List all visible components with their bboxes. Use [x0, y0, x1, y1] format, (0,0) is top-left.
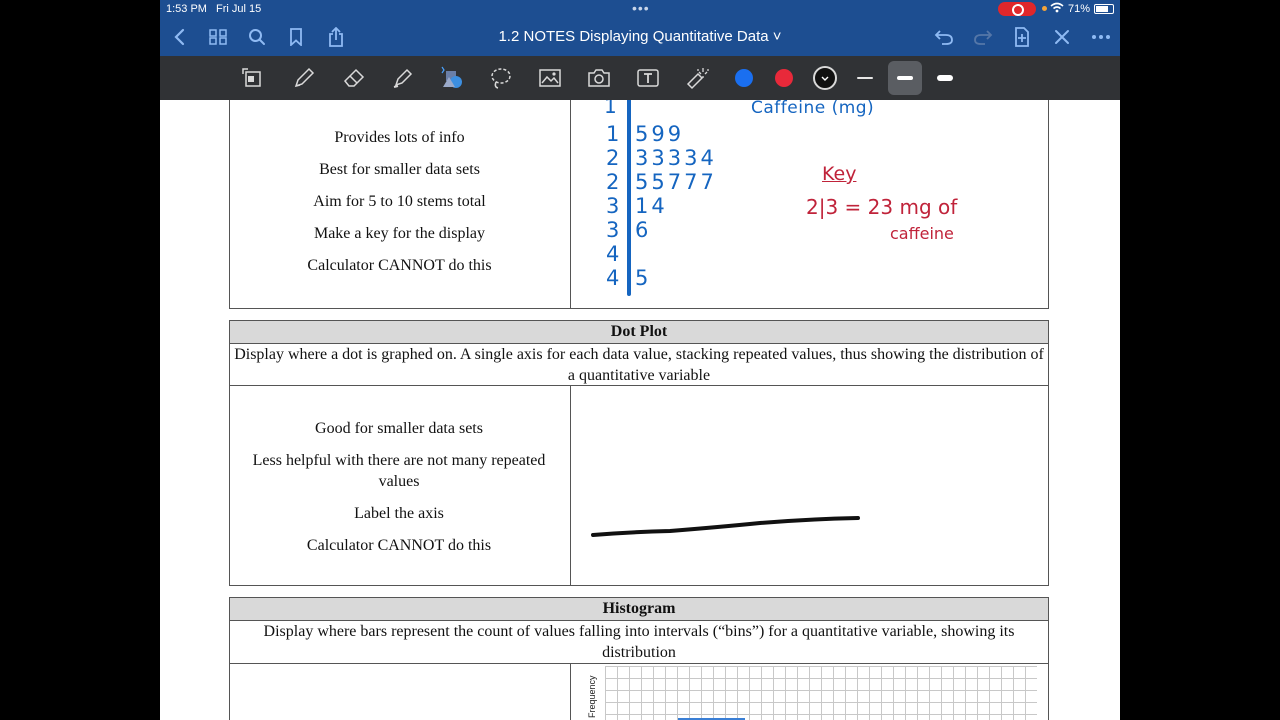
note-item: Label the axis [354, 505, 444, 522]
stem: 2 [606, 170, 620, 194]
leaves-column [635, 122, 717, 290]
stem: 4 [606, 242, 620, 266]
dot-plot-definition: Display where a dot is graphed on. A single axis for each data value, stacking repeated values, thus showing the distribution of a quantitative variable [234, 346, 1044, 384]
key-label: Key [822, 163, 857, 185]
note-item: Make a key for the display [313, 225, 486, 242]
leaf: 33334 [635, 146, 717, 170]
note-item: Less helpful with there are not many repeated values [252, 452, 546, 490]
status-date: Fri Jul 15 [216, 3, 262, 15]
row-divider [229, 385, 1049, 386]
key-text: 2|3 = 23 mg of [806, 195, 958, 219]
undo-icon[interactable] [931, 24, 957, 50]
stem: 4 [606, 266, 620, 290]
stem-leaf-notes [232, 127, 567, 287]
leaf: 5 [635, 266, 652, 290]
stem: 3 [606, 194, 620, 218]
battery-percent: 71% [1068, 3, 1091, 15]
note-item: Calculator CANNOT do this [307, 257, 492, 274]
table-divider [570, 100, 571, 309]
leaf: 599 [635, 122, 685, 146]
stem-line [627, 100, 631, 296]
text-icon[interactable] [633, 64, 663, 92]
color-swatch-black-selected[interactable] [813, 66, 837, 90]
leaf: 14 [635, 194, 668, 218]
drawing-toolbar [160, 56, 1120, 100]
stem: 1 [606, 122, 620, 146]
eraser-icon[interactable] [339, 64, 369, 92]
dot-plot-notes [234, 418, 564, 567]
camera-icon[interactable] [584, 64, 614, 92]
key-text-line2: caffeine [890, 224, 954, 243]
stroke-thin-option[interactable] [857, 77, 873, 79]
pen-icon[interactable] [289, 64, 319, 92]
leaf [635, 242, 717, 266]
note-item: Provides lots of info [334, 129, 465, 146]
screen-recording-icon [998, 2, 1036, 16]
laser-pointer-icon[interactable] [682, 64, 712, 92]
stroke-thick-option[interactable] [937, 75, 953, 81]
document-page[interactable] [160, 100, 1120, 720]
status-bar [160, 0, 1120, 18]
stroke-medium-line [897, 76, 913, 80]
leaf: 6 [635, 218, 652, 242]
battery-icon [1094, 4, 1114, 14]
stem: 3 [606, 218, 620, 242]
shapes-icon[interactable] [436, 64, 466, 92]
status-time: 1:53 PM [166, 3, 207, 15]
redo-icon[interactable] [970, 24, 996, 50]
dot-plot-header: Dot Plot [229, 320, 1049, 344]
table-divider [570, 663, 571, 720]
wifi-icon [1050, 2, 1064, 16]
nav-bar [160, 18, 1120, 56]
note-item: Good for smaller data sets [315, 420, 483, 437]
table-divider [570, 385, 571, 586]
stem-leaf-plot [600, 100, 1020, 309]
multitasking-dots-icon[interactable]: ••• [632, 0, 650, 16]
highlighter-icon[interactable] [388, 64, 418, 92]
note-item: Best for smaller data sets [319, 161, 480, 178]
row-divider [229, 663, 1049, 664]
stem: 2 [606, 146, 620, 170]
close-icon[interactable] [1049, 24, 1075, 50]
mic-indicator-icon [1042, 6, 1047, 11]
leaf: 55777 [635, 170, 717, 194]
lasso-icon[interactable] [486, 64, 516, 92]
histogram-header: Histogram [229, 597, 1049, 621]
note-item: Calculator CANNOT do this [306, 537, 492, 554]
stems-column [606, 122, 619, 290]
more-icon[interactable] [1088, 24, 1114, 50]
document-title[interactable]: 1.2 NOTES Displaying Quantitative Data ˅ [498, 28, 782, 45]
add-page-icon[interactable] [1009, 24, 1035, 50]
color-swatch-blue[interactable] [735, 69, 753, 87]
partial-stem: 1 [604, 100, 617, 118]
note-item: Aim for 5 to 10 stems total [313, 193, 486, 210]
ipad-screen [160, 0, 1120, 720]
hand-drawn-axis-line [590, 510, 860, 540]
histogram-ylabel: Frequency [587, 675, 597, 718]
page-layout-icon[interactable] [238, 64, 268, 92]
plot-title: Caffeine (mg) [751, 100, 875, 118]
histogram-definition: Display where bars represent the count of values falling into intervals (“bins”) for a quantitative variable, showing its distribution [263, 623, 1015, 661]
image-icon[interactable] [535, 64, 565, 92]
color-swatch-red[interactable] [775, 69, 793, 87]
histogram-grid [605, 666, 1037, 720]
